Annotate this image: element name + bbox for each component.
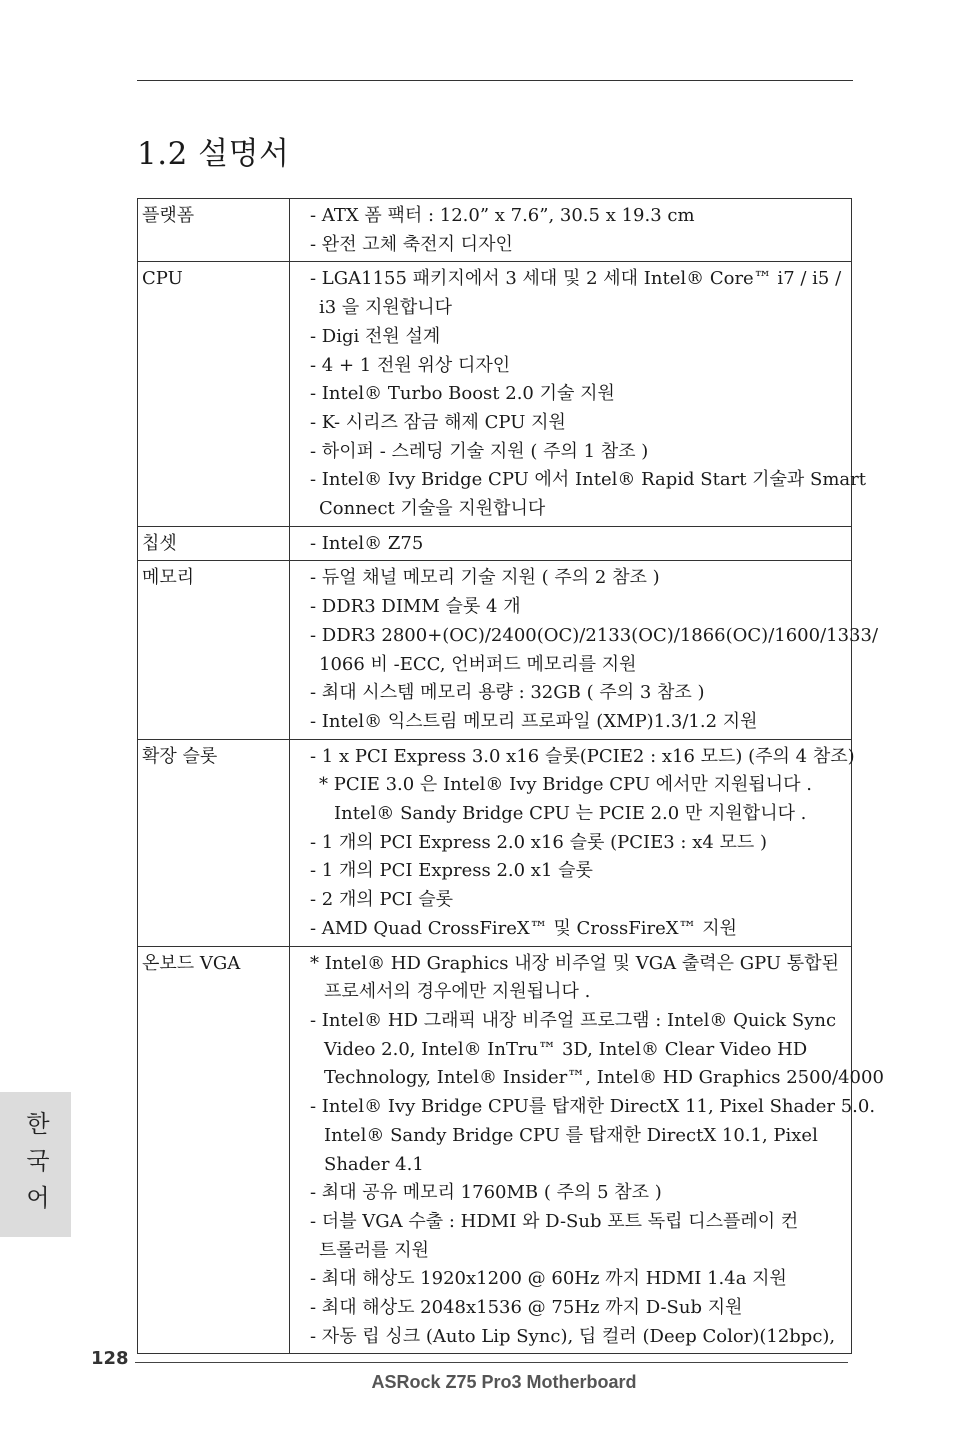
spec-value-line: - LGA1155 패키지에서 3 세대 및 2 세대 Intel® Core™ i7 / i5 /: [310, 268, 842, 290]
spec-value-line: i3 을 지원합니다: [319, 297, 452, 319]
top-rule: [137, 80, 853, 81]
spec-value: [290, 739, 855, 946]
spec-value-line: - Intel® HD 그래픽 내장 비주얼 프로그램 : Intel® Quick Sync: [310, 1009, 837, 1031]
spec-value-line: - Digi 전원 설계: [310, 325, 441, 347]
spec-value-line: * Intel® HD Graphics 내장 비주얼 및 VGA 출력은 GPU 통합된: [310, 952, 839, 974]
spec-value-line: Intel® Sandy Bridge CPU 는 PCIE 2.0 만 지원합니다 .: [334, 803, 807, 825]
spec-value-line: - 1 x PCI Express 3.0 x16 슬롯(PCIE2 : x16 모드) (주의 4 참조): [310, 745, 855, 767]
spec-value: [290, 526, 852, 561]
spec-row: [138, 946, 852, 1354]
spec-value-line: - 자동 립 싱크 (Auto Lip Sync), 딥 컬러 (Deep Color)(12bpc),: [310, 1325, 836, 1347]
spec-value-line: - Intel® Ivy Bridge CPU 에서 Intel® Rapid Start 기술과 Smart: [310, 469, 867, 491]
spec-row: [138, 199, 852, 262]
spec-value-line: - 완전 고체 축전지 디자인: [310, 233, 513, 255]
spec-label: CPU: [138, 262, 290, 526]
spec-value-line: - 최대 해상도 1920x1200 @ 60Hz 까지 HDMI 1.4a 지원: [310, 1268, 787, 1290]
footer: [0, 1372, 954, 1393]
spec-value-line: - K- 시리즈 잠금 해제 CPU 지원: [310, 411, 566, 433]
spec-value-line: Shader 4.1: [324, 1153, 424, 1175]
spec-row: [138, 561, 852, 739]
spec-value-line: * PCIE 3.0 은 Intel® Ivy Bridge CPU 에서만 지원됩니다 .: [319, 774, 813, 796]
spec-value-line: - AMD Quad CrossFireX™ 및 CrossFireX™ 지원: [310, 917, 738, 939]
spec-row: [138, 739, 852, 946]
spec-label: 플랫폼: [138, 199, 290, 262]
spec-value-line: Intel® Sandy Bridge CPU 를 탑재한 DirectX 10.1, Pixel: [324, 1124, 818, 1146]
spec-value-line: - DDR3 DIMM 슬롯 4 개: [310, 596, 521, 618]
spec-label: 칩셋: [138, 526, 290, 561]
spec-value-line: - ATX 폼 팩터 : 12.0” x 7.6”, 30.5 x 19.3 cm: [310, 205, 695, 226]
spec-label: 온보드 VGA: [138, 946, 290, 1354]
spec-value: [290, 561, 879, 739]
spec-value-line: - 더블 VGA 수출 : HDMI 와 D-Sub 포트 독립 디스플레이 컨: [310, 1210, 799, 1232]
spec-value-line: - 최대 시스템 메모리 용량 : 32GB ( 주의 3 참조 ): [310, 682, 705, 704]
spec-value-line: Video 2.0, Intel® InTru™ 3D, Intel® Clear Video HD: [324, 1038, 808, 1060]
page-number: 128: [91, 1348, 129, 1369]
spec-value-line: - 1 개의 PCI Express 2.0 x1 슬롯: [310, 860, 593, 882]
spec-value-line: 프로세서의 경우에만 지원됩니다 .: [324, 981, 591, 1003]
spec-value-line: - 듀얼 채널 메모리 기술 지원 ( 주의 2 참조 ): [310, 567, 660, 589]
spec-value-line: - 최대 해상도 2048x1536 @ 75Hz 까지 D-Sub 지원: [310, 1297, 743, 1319]
section-title: 1.2 설명서: [137, 136, 290, 172]
spec-value: [290, 199, 852, 262]
spec-label: 확장 슬롯: [138, 739, 290, 946]
spec-value: [290, 946, 884, 1354]
spec-value-line: - 하이퍼 - 스레딩 기술 지원 ( 주의 1 참조 ): [310, 440, 649, 462]
spec-table: [137, 198, 884, 1354]
spec-value-line: Connect 기술을 지원합니다: [319, 498, 546, 520]
spec-table-body: [138, 199, 884, 1354]
spec-value-line: - Intel® Turbo Boost 2.0 기술 지원: [310, 383, 615, 405]
spec-row: [138, 262, 852, 526]
spec-row: [138, 526, 852, 561]
spec-value-line: - 4 + 1 전원 위상 디자인: [310, 354, 511, 376]
language-side-tab-label: 한국어: [26, 1110, 50, 1212]
spec-value-line: - 1 개의 PCI Express 2.0 x16 슬롯 (PCIE3 : x4 모드 ): [310, 831, 768, 853]
spec-value-line: - DDR3 2800+(OC)/2400(OC)/2133(OC)/1866(OC)/1600/1333/: [310, 624, 879, 646]
spec-value: [290, 262, 867, 526]
spec-value-line: - Intel® Z75: [310, 532, 424, 554]
spec-value-line: Technology, Intel® Insider™, Intel® HD Graphics 2500/4000: [324, 1067, 884, 1089]
spec-value-line: - Intel® Ivy Bridge CPU를 탑재한 DirectX 11, Pixel Shader 5.0.: [310, 1096, 876, 1118]
bottom-rule: [135, 1362, 848, 1363]
spec-value-line: 1066 비 -ECC, 언버퍼드 메모리를 지원: [319, 653, 637, 675]
footer-product-name: ASRock Z75 Pro3 Motherboard: [371, 1372, 637, 1392]
spec-value-line: 트롤러를 지원: [319, 1239, 430, 1261]
spec-value-line: - 최대 공유 메모리 1760MB ( 주의 5 참조 ): [310, 1182, 662, 1204]
spec-label: 메모리: [138, 561, 290, 739]
spec-value-line: - Intel® 익스트림 메모리 프로파일 (XMP)1.3/1.2 지원: [310, 710, 758, 732]
spec-value-line: - 2 개의 PCI 슬롯: [310, 889, 453, 911]
